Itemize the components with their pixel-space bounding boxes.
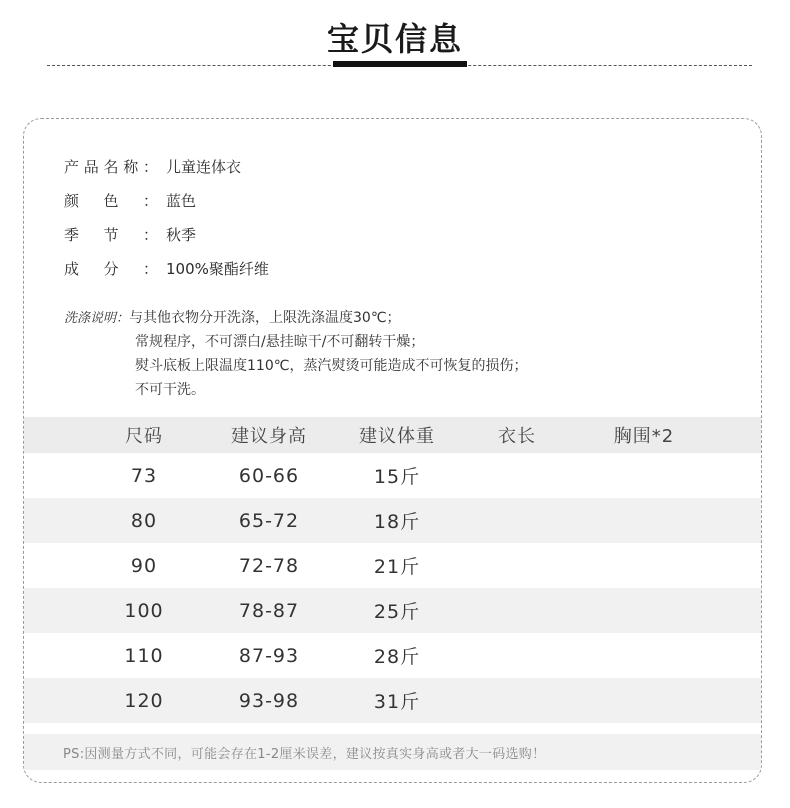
- measurement-note: PS:因测量方式不同，可能会存在1-2厘米误差，建议按真实身高或者大一码选购！: [24, 734, 762, 770]
- size-cell: 73: [130, 464, 158, 487]
- column-header-length: 衣长: [498, 426, 536, 447]
- height-cell: 72-78: [238, 554, 300, 577]
- title-underline: [333, 61, 467, 67]
- weight-cell: 31斤: [373, 691, 421, 713]
- attribute-row-season: [64, 217, 269, 251]
- size-table: [24, 417, 762, 723]
- attribute-row-color: [64, 183, 269, 217]
- table-row: [24, 453, 762, 498]
- attribute-row-name: [64, 149, 269, 183]
- length-cell: [467, 543, 567, 588]
- washing-instruction-line: 熨斗底板上限温度110℃，蒸汽熨烫可能造成不可恢复的损伤；: [135, 358, 528, 374]
- attribute-value: 儿童连体衣: [166, 157, 242, 176]
- chest-cell: [589, 543, 699, 588]
- product-attributes: [64, 149, 269, 285]
- chest-cell: [589, 588, 699, 633]
- size-cell: 100: [124, 599, 164, 622]
- washing-instructions: [64, 306, 527, 402]
- length-cell: [467, 633, 567, 678]
- table-row: [24, 633, 762, 678]
- size-cell: 80: [130, 509, 158, 532]
- column-header-size: 尺码: [125, 426, 163, 447]
- table-row: [24, 678, 762, 723]
- attribute-label: 季 节 ：: [64, 225, 158, 244]
- chest-cell: [589, 678, 699, 723]
- weight-cell: 18斤: [373, 511, 421, 533]
- table-row: [24, 543, 762, 588]
- product-info-card: [23, 118, 762, 783]
- weight-cell: 15斤: [373, 466, 421, 488]
- size-cell: 120: [124, 689, 164, 712]
- washing-instructions-label: 洗涤说明：: [64, 311, 130, 326]
- height-cell: 87-93: [238, 644, 300, 667]
- section-header: [0, 0, 790, 90]
- chest-cell: [589, 633, 699, 678]
- attribute-label: 颜 色 ：: [64, 191, 158, 210]
- chest-cell: [589, 453, 699, 498]
- height-cell: 60-66: [238, 464, 300, 487]
- length-cell: [467, 453, 567, 498]
- weight-cell: 25斤: [373, 601, 421, 623]
- attribute-row-material: [64, 251, 269, 285]
- table-row: [24, 588, 762, 633]
- height-cell: 78-87: [238, 599, 300, 622]
- table-header-row: [24, 417, 762, 453]
- length-cell: [467, 678, 567, 723]
- table-row: [24, 498, 762, 543]
- page-title: 宝贝信息: [326, 20, 463, 58]
- washing-instruction-line: 与其他衣物分开洗涤，上限洗涤温度30℃；: [129, 310, 401, 326]
- length-cell: [467, 498, 567, 543]
- washing-instruction-line: 常规程序，不可漂白/悬挂晾干/不可翻转干燥；: [135, 334, 425, 350]
- attribute-value: 100%聚酯纤维: [166, 259, 269, 278]
- attribute-label: 产 品 名 称 ：: [64, 157, 158, 176]
- height-cell: 93-98: [238, 689, 300, 712]
- attribute-label: 成 分 ：: [64, 259, 158, 278]
- attribute-value: 秋季: [166, 225, 197, 244]
- chest-cell: [589, 498, 699, 543]
- column-header-chest: 胸围*2: [613, 426, 675, 447]
- size-cell: 110: [124, 644, 164, 667]
- weight-cell: 28斤: [373, 646, 421, 668]
- size-cell: 90: [130, 554, 158, 577]
- washing-instruction-line: 不可干洗。: [135, 382, 205, 398]
- length-cell: [467, 588, 567, 633]
- column-header-weight: 建议体重: [359, 426, 435, 447]
- column-header-height: 建议身高: [231, 426, 307, 447]
- height-cell: 65-72: [238, 509, 300, 532]
- weight-cell: 21斤: [373, 556, 421, 578]
- attribute-value: 蓝色: [166, 191, 197, 210]
